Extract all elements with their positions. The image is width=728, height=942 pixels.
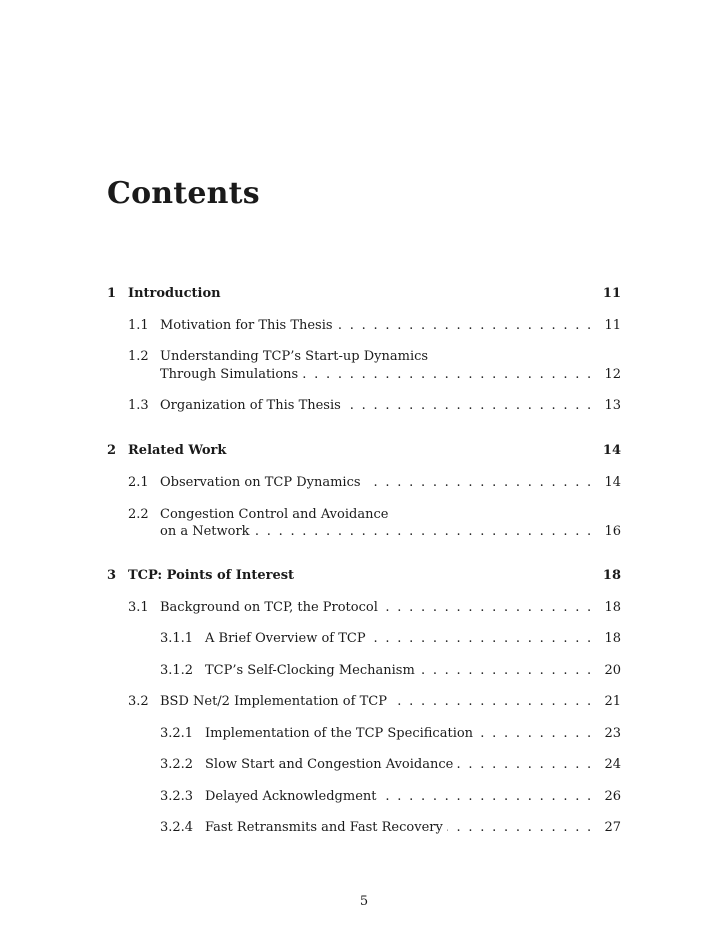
toc-title: Organization of This Thesis xyxy=(160,397,345,415)
toc-chapter-2[interactable] xyxy=(0,442,728,460)
toc-page-number: 18 xyxy=(604,600,621,615)
toc-chapter-1[interactable] xyxy=(0,285,728,303)
toc-title: Congestion Control and Avoidance xyxy=(160,506,392,524)
toc-section-1-2-line1[interactable] xyxy=(0,348,728,366)
page-title: Contents xyxy=(107,176,260,211)
toc-title-continued: Through Simulations xyxy=(160,366,302,384)
toc-title: Slow Start and Congestion Avoidance xyxy=(205,756,457,774)
toc-title: A Brief Overview of TCP xyxy=(205,630,370,648)
toc-number: 3.2.2 xyxy=(160,757,194,772)
toc-title: Motivation for This Thesis xyxy=(160,317,337,335)
toc-page-number: 18 xyxy=(602,568,621,583)
toc-number: 3.1.2 xyxy=(160,663,194,678)
toc-subsection-3-2-2[interactable] xyxy=(0,756,728,774)
toc-subsection-3-2-4[interactable] xyxy=(0,819,728,837)
toc-subsection-3-2-1[interactable] xyxy=(0,725,728,743)
toc-title: Related Work xyxy=(128,442,230,460)
toc-number: 3.2.1 xyxy=(160,726,194,741)
toc-section-1-3[interactable] xyxy=(0,397,728,415)
toc-number: 1.3 xyxy=(128,398,149,413)
toc-number: 2.2 xyxy=(128,507,149,522)
toc-page-number: 16 xyxy=(604,524,621,539)
toc-title: TCP’s Self-Clocking Mechanism xyxy=(205,662,419,680)
toc-number: 3 xyxy=(107,568,117,583)
toc-title: Implementation of the TCP Specification xyxy=(205,725,477,743)
page-number: 5 xyxy=(359,894,369,909)
toc-title: Fast Retransmits and Fast Recovery xyxy=(205,819,447,837)
toc-number: 2 xyxy=(107,443,117,458)
toc-section-3-2[interactable] xyxy=(0,693,728,711)
toc-title: Delayed Acknowledgment xyxy=(205,788,381,806)
toc-subsection-3-2-3[interactable] xyxy=(0,788,728,806)
toc-title: Observation on TCP Dynamics xyxy=(160,474,365,492)
toc-page-number: 14 xyxy=(602,443,621,458)
toc-section-2-1[interactable] xyxy=(0,474,728,492)
toc-title: Background on TCP, the Protocol xyxy=(160,599,382,617)
toc-section-3-1[interactable] xyxy=(0,599,728,617)
toc-subsection-3-1-1[interactable] xyxy=(0,630,728,648)
toc-page-number: 23 xyxy=(604,726,621,741)
toc-section-1-2-line2[interactable] xyxy=(0,366,728,384)
toc-page-number: 20 xyxy=(604,663,621,678)
toc-page-number: 27 xyxy=(604,820,621,835)
toc-title: Introduction xyxy=(128,285,225,303)
toc-section-2-2-line1[interactable] xyxy=(0,506,728,524)
toc-section-1-1[interactable] xyxy=(0,317,728,335)
toc-page-number: 14 xyxy=(604,475,621,490)
toc-page-number: 11 xyxy=(602,286,621,301)
toc-number: 1.2 xyxy=(128,349,149,364)
toc-page-number: 18 xyxy=(604,631,621,646)
toc-number: 2.1 xyxy=(128,475,149,490)
toc-title: Understanding TCP’s Start-up Dynamics xyxy=(160,348,432,366)
toc-number: 3.2.3 xyxy=(160,789,194,804)
toc-number: 1 xyxy=(107,286,117,301)
toc-page-number: 26 xyxy=(604,789,621,804)
toc-title: BSD Net/2 Implementation of TCP xyxy=(160,693,391,711)
toc-page-number: 24 xyxy=(604,757,621,772)
toc-chapter-3[interactable] xyxy=(0,567,728,585)
toc-page-number: 13 xyxy=(604,398,621,413)
toc-number: 3.1 xyxy=(128,600,149,615)
toc-number: 3.2.4 xyxy=(160,820,194,835)
toc-number: 3.1.1 xyxy=(160,631,194,646)
toc-page-number: 11 xyxy=(604,318,621,333)
toc-section-2-2-line2[interactable] xyxy=(0,523,728,541)
toc-number: 1.1 xyxy=(128,318,149,333)
toc-page-number: 12 xyxy=(604,367,621,382)
toc-subsection-3-1-2[interactable] xyxy=(0,662,728,680)
toc-number: 3.2 xyxy=(128,694,149,709)
toc-page-number: 21 xyxy=(604,694,621,709)
toc-title-continued: on a Network xyxy=(160,523,254,541)
toc-title: TCP: Points of Interest xyxy=(128,567,298,585)
